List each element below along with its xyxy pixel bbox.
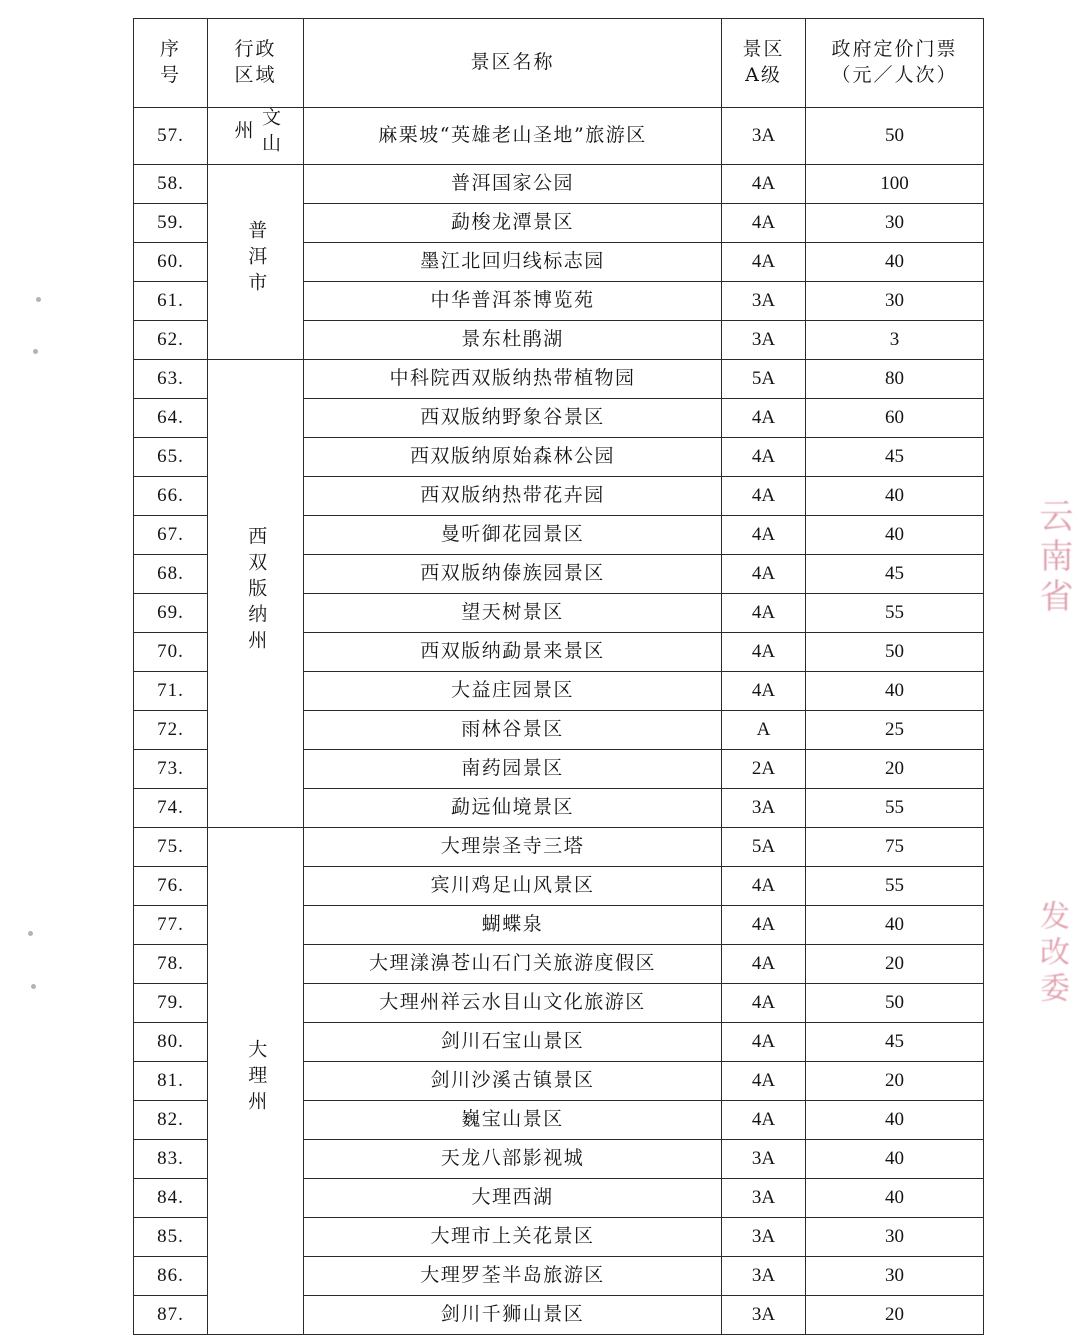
cell-level: 4A (722, 906, 806, 945)
cell-no: 69. (134, 594, 208, 633)
cell-price: 40 (806, 516, 984, 555)
cell-no: 80. (134, 1023, 208, 1062)
cell-price: 40 (806, 906, 984, 945)
cell-no: 79. (134, 984, 208, 1023)
cell-level: 2A (722, 750, 806, 789)
table-body (134, 108, 984, 1335)
cell-scenic-name: 中华普洱茶博览苑 (304, 282, 722, 321)
cell-level: 4A (722, 555, 806, 594)
scan-artifact-dot (31, 984, 36, 989)
cell-level: 4A (722, 672, 806, 711)
cell-price: 40 (806, 1140, 984, 1179)
cell-no: 85. (134, 1218, 208, 1257)
cell-level: 3A (722, 1218, 806, 1257)
cell-no: 77. (134, 906, 208, 945)
cell-area (208, 108, 304, 165)
cell-level: 5A (722, 828, 806, 867)
cell-scenic-name: 普洱国家公园 (304, 165, 722, 204)
cell-scenic-name: 麻栗坡“英雄老山圣地”旅游区 (304, 108, 722, 165)
cell-level: 4A (722, 867, 806, 906)
cell-level: 4A (722, 984, 806, 1023)
column-header-price-line1: 政府定价门票 (831, 38, 958, 61)
cell-no: 74. (134, 789, 208, 828)
cell-level: 4A (722, 1101, 806, 1140)
red-seal-mark: 发改委 (1034, 900, 1069, 1008)
cell-price: 55 (806, 594, 984, 633)
column-header-area-line2: 区域 (234, 64, 277, 86)
cell-no: 84. (134, 1179, 208, 1218)
cell-scenic-name: 西双版纳热带花卉园 (304, 477, 722, 516)
cell-scenic-name: 西双版纳原始森林公园 (304, 438, 722, 477)
cell-scenic-name: 宾川鸡足山风景区 (304, 867, 722, 906)
cell-price: 40 (806, 477, 984, 516)
cell-price: 45 (806, 438, 984, 477)
cell-level: 4A (722, 945, 806, 984)
cell-no: 81. (134, 1062, 208, 1101)
cell-price: 50 (806, 633, 984, 672)
cell-scenic-name: 雨林谷景区 (304, 711, 722, 750)
cell-scenic-name: 剑川石宝山景区 (304, 1023, 722, 1062)
cell-scenic-name: 南药园景区 (304, 750, 722, 789)
cell-price: 40 (806, 243, 984, 282)
column-header-area (208, 19, 304, 108)
cell-level: 3A (722, 321, 806, 360)
cell-scenic-name: 大理州祥云水目山文化旅游区 (304, 984, 722, 1023)
cell-no: 83. (134, 1140, 208, 1179)
column-header-no-line2: 号 (159, 64, 181, 86)
cell-area (208, 360, 304, 828)
cell-level: 3A (722, 789, 806, 828)
column-header-no-line1: 序 (159, 38, 181, 61)
cell-level: 4A (722, 633, 806, 672)
cell-no: 67. (134, 516, 208, 555)
cell-no: 86. (134, 1257, 208, 1296)
cell-no: 59. (134, 204, 208, 243)
cell-no: 60. (134, 243, 208, 282)
cell-no: 65. (134, 438, 208, 477)
cell-level: 4A (722, 165, 806, 204)
cell-no: 66. (134, 477, 208, 516)
cell-scenic-name: 大理西湖 (304, 1179, 722, 1218)
cell-level: A (722, 711, 806, 750)
cell-no: 68. (134, 555, 208, 594)
cell-level: 3A (722, 1140, 806, 1179)
cell-price: 55 (806, 789, 984, 828)
cell-price: 30 (806, 282, 984, 321)
cell-price: 30 (806, 204, 984, 243)
scan-artifact-dot (36, 297, 41, 302)
cell-no: 76. (134, 867, 208, 906)
cell-price: 55 (806, 867, 984, 906)
cell-price: 20 (806, 1296, 984, 1335)
cell-scenic-name: 天龙八部影视城 (304, 1140, 722, 1179)
cell-scenic-name: 望天树景区 (304, 594, 722, 633)
column-header-level-line1: 景区 (742, 38, 785, 61)
table-row (134, 360, 984, 399)
cell-area-label: 西双版纳州 (245, 525, 268, 656)
cell-area (208, 828, 304, 1335)
cell-scenic-name: 中科院西双版纳热带植物园 (304, 360, 722, 399)
cell-no: 57. (134, 108, 208, 165)
cell-price: 20 (806, 750, 984, 789)
table-header (134, 19, 984, 108)
cell-level: 4A (722, 1062, 806, 1101)
cell-scenic-name: 剑川沙溪古镇景区 (304, 1062, 722, 1101)
cell-no: 72. (134, 711, 208, 750)
scan-artifact-dot (28, 931, 33, 936)
cell-price: 20 (806, 945, 984, 984)
cell-price: 30 (806, 1257, 984, 1296)
cell-scenic-name: 墨江北回归线标志园 (304, 243, 722, 282)
table-header-row (134, 19, 984, 108)
cell-level: 3A (722, 108, 806, 165)
cell-level: 3A (722, 282, 806, 321)
cell-price: 25 (806, 711, 984, 750)
cell-scenic-name: 西双版纳野象谷景区 (304, 399, 722, 438)
cell-scenic-name: 曼听御花园景区 (304, 516, 722, 555)
scenic-price-table-container (133, 18, 983, 1335)
cell-scenic-name: 巍宝山景区 (304, 1101, 722, 1140)
cell-scenic-name: 大益庄园景区 (304, 672, 722, 711)
cell-no: 73. (134, 750, 208, 789)
cell-level: 4A (722, 204, 806, 243)
cell-scenic-name: 大理崇圣寺三塔 (304, 828, 722, 867)
cell-price: 3 (806, 321, 984, 360)
column-header-level-line2: A级 (745, 64, 782, 86)
cell-no: 78. (134, 945, 208, 984)
table-row (134, 165, 984, 204)
cell-scenic-name: 景东杜鹃湖 (304, 321, 722, 360)
red-seal-mark: 云南省 (1033, 498, 1073, 618)
cell-price: 45 (806, 1023, 984, 1062)
cell-level: 5A (722, 360, 806, 399)
cell-no: 58. (134, 165, 208, 204)
cell-price: 40 (806, 1179, 984, 1218)
cell-price: 75 (806, 828, 984, 867)
cell-no: 82. (134, 1101, 208, 1140)
table-row (134, 108, 984, 165)
column-header-name: 景区名称 (304, 19, 722, 108)
cell-area (208, 165, 304, 360)
cell-no: 62. (134, 321, 208, 360)
cell-price: 30 (806, 1218, 984, 1257)
column-header-price (806, 19, 984, 108)
cell-scenic-name: 大理市上关花景区 (304, 1218, 722, 1257)
cell-level: 4A (722, 477, 806, 516)
cell-level: 3A (722, 1296, 806, 1335)
cell-price: 50 (806, 108, 984, 165)
cell-no: 87. (134, 1296, 208, 1335)
cell-price: 80 (806, 360, 984, 399)
cell-price: 100 (806, 165, 984, 204)
cell-level: 4A (722, 1023, 806, 1062)
scan-artifact-dot (33, 349, 38, 354)
column-header-level (722, 19, 806, 108)
cell-level: 3A (722, 1257, 806, 1296)
cell-no: 70. (134, 633, 208, 672)
cell-price: 50 (806, 984, 984, 1023)
cell-price: 40 (806, 672, 984, 711)
cell-scenic-name: 西双版纳勐景来景区 (304, 633, 722, 672)
cell-price: 45 (806, 555, 984, 594)
cell-level: 4A (722, 594, 806, 633)
cell-area-label: 文山州 (231, 107, 282, 160)
cell-scenic-name: 西双版纳傣族园景区 (304, 555, 722, 594)
cell-no: 63. (134, 360, 208, 399)
cell-no: 71. (134, 672, 208, 711)
cell-no: 61. (134, 282, 208, 321)
column-header-no (134, 19, 208, 108)
cell-price: 60 (806, 399, 984, 438)
column-header-area-line1: 行政 (234, 38, 277, 61)
cell-level: 4A (722, 399, 806, 438)
cell-level: 4A (722, 516, 806, 555)
cell-scenic-name: 大理漾濞苍山石门关旅游度假区 (304, 945, 722, 984)
cell-scenic-name: 蝴蝶泉 (304, 906, 722, 945)
cell-level: 4A (722, 243, 806, 282)
table-row (134, 828, 984, 867)
cell-level: 3A (722, 1179, 806, 1218)
cell-scenic-name: 勐梭龙潭景区 (304, 204, 722, 243)
cell-price: 20 (806, 1062, 984, 1101)
cell-price: 40 (806, 1101, 984, 1140)
cell-no: 75. (134, 828, 208, 867)
cell-scenic-name: 大理罗荃半岛旅游区 (304, 1257, 722, 1296)
scenic-price-table (133, 18, 984, 1335)
column-header-price-line2: （元／人次） (831, 64, 958, 86)
cell-scenic-name: 勐远仙境景区 (304, 789, 722, 828)
cell-area-label: 普洱市 (245, 220, 268, 299)
cell-scenic-name: 剑川千狮山景区 (304, 1296, 722, 1335)
cell-area-label: 大理州 (245, 1039, 268, 1118)
cell-level: 4A (722, 438, 806, 477)
cell-no: 64. (134, 399, 208, 438)
